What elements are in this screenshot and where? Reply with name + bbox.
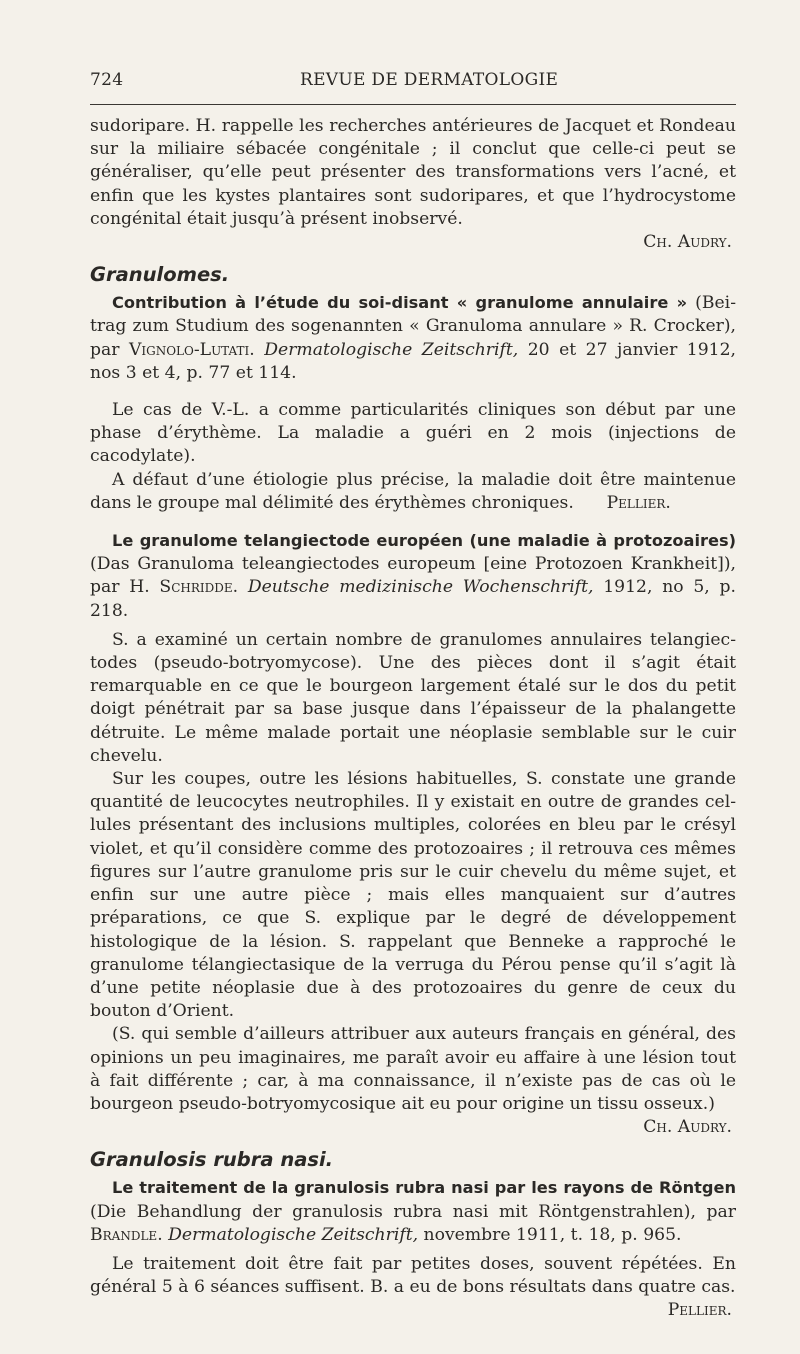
intro-paragraph: sudoripare. H. rappelle les recherches antérieures de Jacquet et Rondeau sur la miliaire sébacée congénitale ; il conclut que celle-ci peut se généraliser, qu’elle peut présenter des transformations vers l’acné, et enfin que les kystes plantaires sont sudoripares, et que l’hydrocystome congénital était jusqu’à présent inobservé. — [90, 116, 736, 229]
article-reference — [90, 529, 736, 623]
signature: Ch. Audry. — [643, 232, 732, 253]
author-name: Schridde — [159, 577, 233, 598]
reference-text: novembre 1911, t. 18, p. 965. — [418, 1224, 682, 1245]
article-title: Contribution à l’étude du soi-disant « granulome annulaire » — [112, 293, 688, 313]
article-title: Le granulome telangiectode européen (une maladie à protozoaires) — [112, 531, 736, 551]
journal-name: Dermatologische Zeitschrift, — [168, 1224, 419, 1245]
page-number: 724 — [90, 70, 124, 90]
running-title: REVUE DE DERMATOLOGIE — [300, 70, 559, 90]
reference-text: 20 et 27 janvier 1912, nos 3 et 4, p. 77 et 114. — [90, 339, 736, 383]
page-body — [90, 115, 736, 1323]
reference-text: (Die Behandlung der granulosis rubra nasi mit Röntgenstrahlen), par — [90, 1201, 736, 1222]
reference-text: (Das Granuloma teleangiectodes europeum [eine Protozoen Krankheit]), par H. — [90, 554, 736, 598]
reference-text: . — [249, 339, 265, 360]
section-heading: Granulomes. — [90, 263, 230, 287]
paragraph: (S. qui semble d’ailleurs attribuer aux auteurs français en général, des opinions un peu imaginaires, me paraît avoir eu affaire à une lésion tout à fait différente ; car, à ma connaissance, il n’existe pas de cas où le bourgeon pseudo-botryomycosique ait eu pour origine un tissu osseux.) — [90, 1024, 736, 1114]
reference-text: . — [232, 577, 248, 598]
author-name: Vignolo-Lutati — [128, 339, 250, 360]
signature: Pellier. — [667, 1300, 732, 1321]
paragraph: Sur les coupes, outre les lésions habituelles, S. constate une grande quantité de leucocytes neutrophiles. Il y existait en outre de grandes cellules présentant des inclusions multiples, colorées en bleu par le crésyl violet, et qu’il considère comme des protozoaires ; il retrouva ces mêmes figures sur l’autre granulome pris sur le cuir chevelu du même sujet, et enfin sur une autre pièce ; mais elles manquaient sur d’autres préparations, ce que S. explique par le degré de développement histologique de la lésion. S. rappelant que Benneke a rapproché le granulome télangiectasique de la verruga du Pérou pense qu’il s’agit là d’une petite néoplasie due à des protozoaires du genre de ceux du bouton d’Orient. — [90, 769, 736, 1022]
section-heading: Granulosis rubra nasi. — [90, 1148, 334, 1172]
paragraph: S. a examiné un certain nombre de granulomes annulaires telangiectodes (pseudo-botryomycose). Une des pièces dont il s’agit était remarquable en ce que le bourgeon largement étalé sur le dos du petit doigt pénétrait par sa base jusque dans l’épaisseur de la phalangette détruite. Le même malade portait une néoplasie semblable sur le cuir chevelu. — [90, 629, 736, 766]
article-reference — [90, 1176, 736, 1247]
signature: Pellier. — [606, 492, 671, 513]
article-title: Le traitement de la granulosis rubra nasi par les rayons de Röntgen — [112, 1178, 736, 1198]
author-name: Brandle — [90, 1224, 158, 1245]
paragraph: Le traitement doit être fait par petites doses, souvent répétées. En général 5 à 6 séances suffisent. B. a eu de bons résultats dans quatre cas. — [90, 1253, 736, 1298]
journal-name: Dermatologische Zeitschrift, — [264, 339, 519, 360]
paragraph: Le cas de V.-L. a comme particularités cliniques son début par une phase d’érythème. La maladie a guéri en 2 mois (injections de cacodylate). — [90, 400, 736, 467]
reference-text: . — [157, 1224, 169, 1245]
signature: Ch. Audry. — [643, 1117, 732, 1138]
paragraph-text: A défaut d’une étiologie plus précise, la maladie doit être maintenue dans le groupe mal délimité des érythèmes chroniques. — [90, 469, 736, 513]
header-rule — [90, 104, 736, 105]
paragraph — [90, 469, 736, 515]
article-reference — [90, 291, 736, 385]
reference-text: (Beitrag zum Studium des sogenannten « Granuloma annulare » R. Crocker), par — [90, 293, 736, 360]
reference-text: 1912, no 5, p. 218. — [90, 577, 736, 621]
journal-name: Deutsche medizinische Wochenschrift, — [247, 577, 594, 598]
